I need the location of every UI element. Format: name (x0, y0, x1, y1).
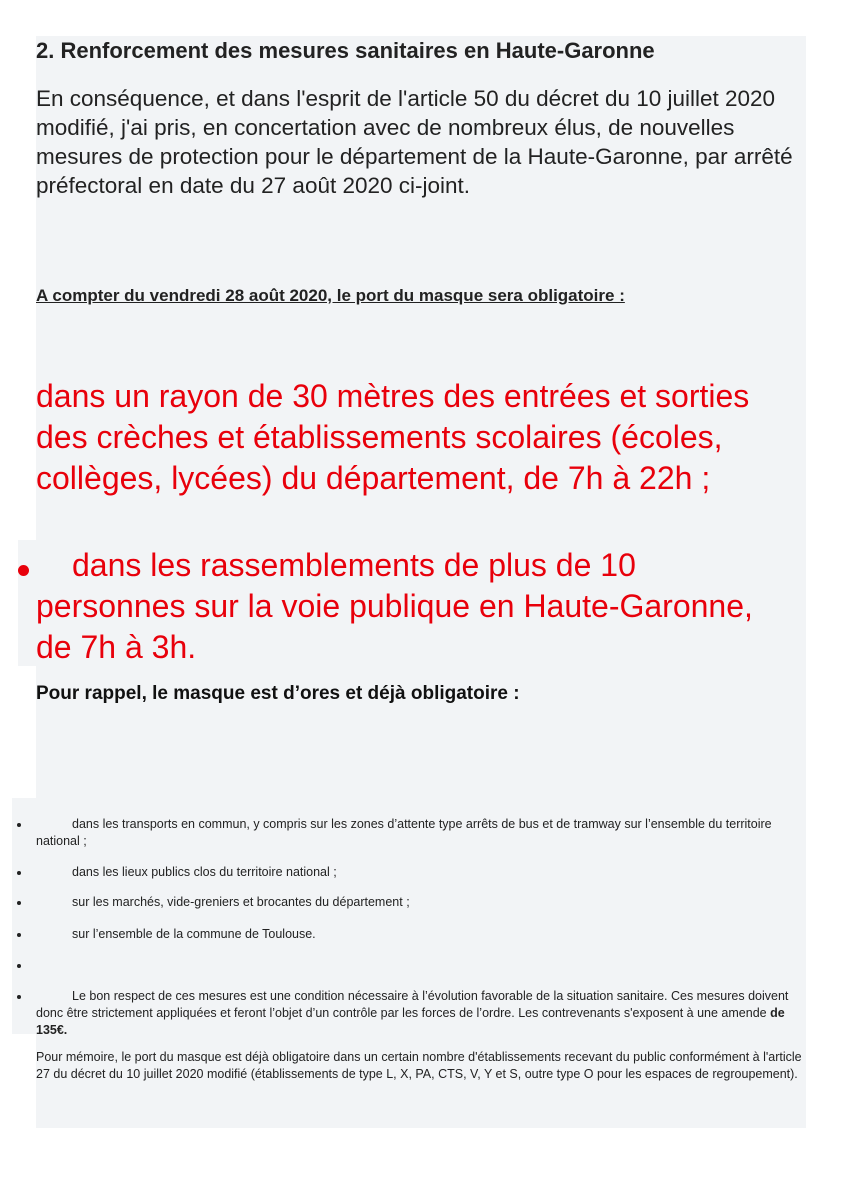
mandatory-heading: A compter du vendredi 28 août 2020, le port du masque sera obligatoire : (36, 286, 625, 305)
compliance-text: Le bon respect de ces mesures est une condition nécessaire à l’évolution favorable de la situation sanitaire. Ces mesures doivent donc être strictement appliquées et feront l’objet d’un contrôle par les forces de l’ordre. Les contrevenants s'exposent à une amende (36, 989, 789, 1020)
bullet-icon (17, 823, 21, 827)
existing-measure-1-text: dans les transports en commun, y compris sur les zones d’attente type arrêts de bus et de tramway sur l’ensemble du territoire national ; (36, 817, 772, 848)
new-measure-2-text: dans les rassemblements de plus de 10 personnes sur la voie publique en Haute-Garonne, de 7h à 3h. (36, 547, 753, 665)
fine-amount: de 135€. (36, 1006, 785, 1037)
bullet-icon (18, 565, 29, 576)
new-measure-2 (36, 545, 756, 668)
bullet-icon (17, 995, 21, 999)
new-measure-1: dans un rayon de 30 mètres des entrées et sorties des crèches et établissements scolaires (écoles, collèges, lycées) du département, de 7h à 22h ; (36, 378, 750, 496)
bullet-icon (17, 871, 21, 875)
bullet-icon (17, 964, 21, 968)
existing-measure-2: dans les lieux publics clos du territoire national ; (72, 865, 337, 879)
background-panel-bullet (18, 540, 38, 666)
existing-measure-4: sur l’ensemble de la commune de Toulouse. (72, 927, 316, 941)
existing-measure-1 (36, 816, 806, 850)
memo-paragraph: Pour mémoire, le port du masque est déjà obligatoire dans un certain nombre d'établissements recevant du public conformément à l'article 27 du décret du 10 juillet 2020 modifié (établissements de type L, X, PA, CTS, V, Y et S, outre type O pour les espaces de regroupement). (36, 1050, 802, 1081)
bullet-icon (17, 933, 21, 937)
compliance-paragraph (36, 988, 806, 1039)
reminder-heading: Pour rappel, le masque est d’ores et déjà obligatoire : (36, 683, 520, 704)
section-title: 2. Renforcement des mesures sanitaires en Haute-Garonne (36, 38, 655, 63)
existing-measure-3: sur les marchés, vide-greniers et brocantes du département ; (72, 895, 410, 909)
intro-paragraph: En conséquence, et dans l'esprit de l'article 50 du décret du 10 juillet 2020 modifié, j'ai pris, en concertation avec de nombreux élus, de nouvelles mesures de protection pour le département de la Haute-Garonne, par arrêté préfectoral en date du 27 août 2020 ci-joint. (36, 86, 793, 198)
bullet-icon (17, 901, 21, 905)
background-panel-small-bullets (12, 798, 38, 1034)
